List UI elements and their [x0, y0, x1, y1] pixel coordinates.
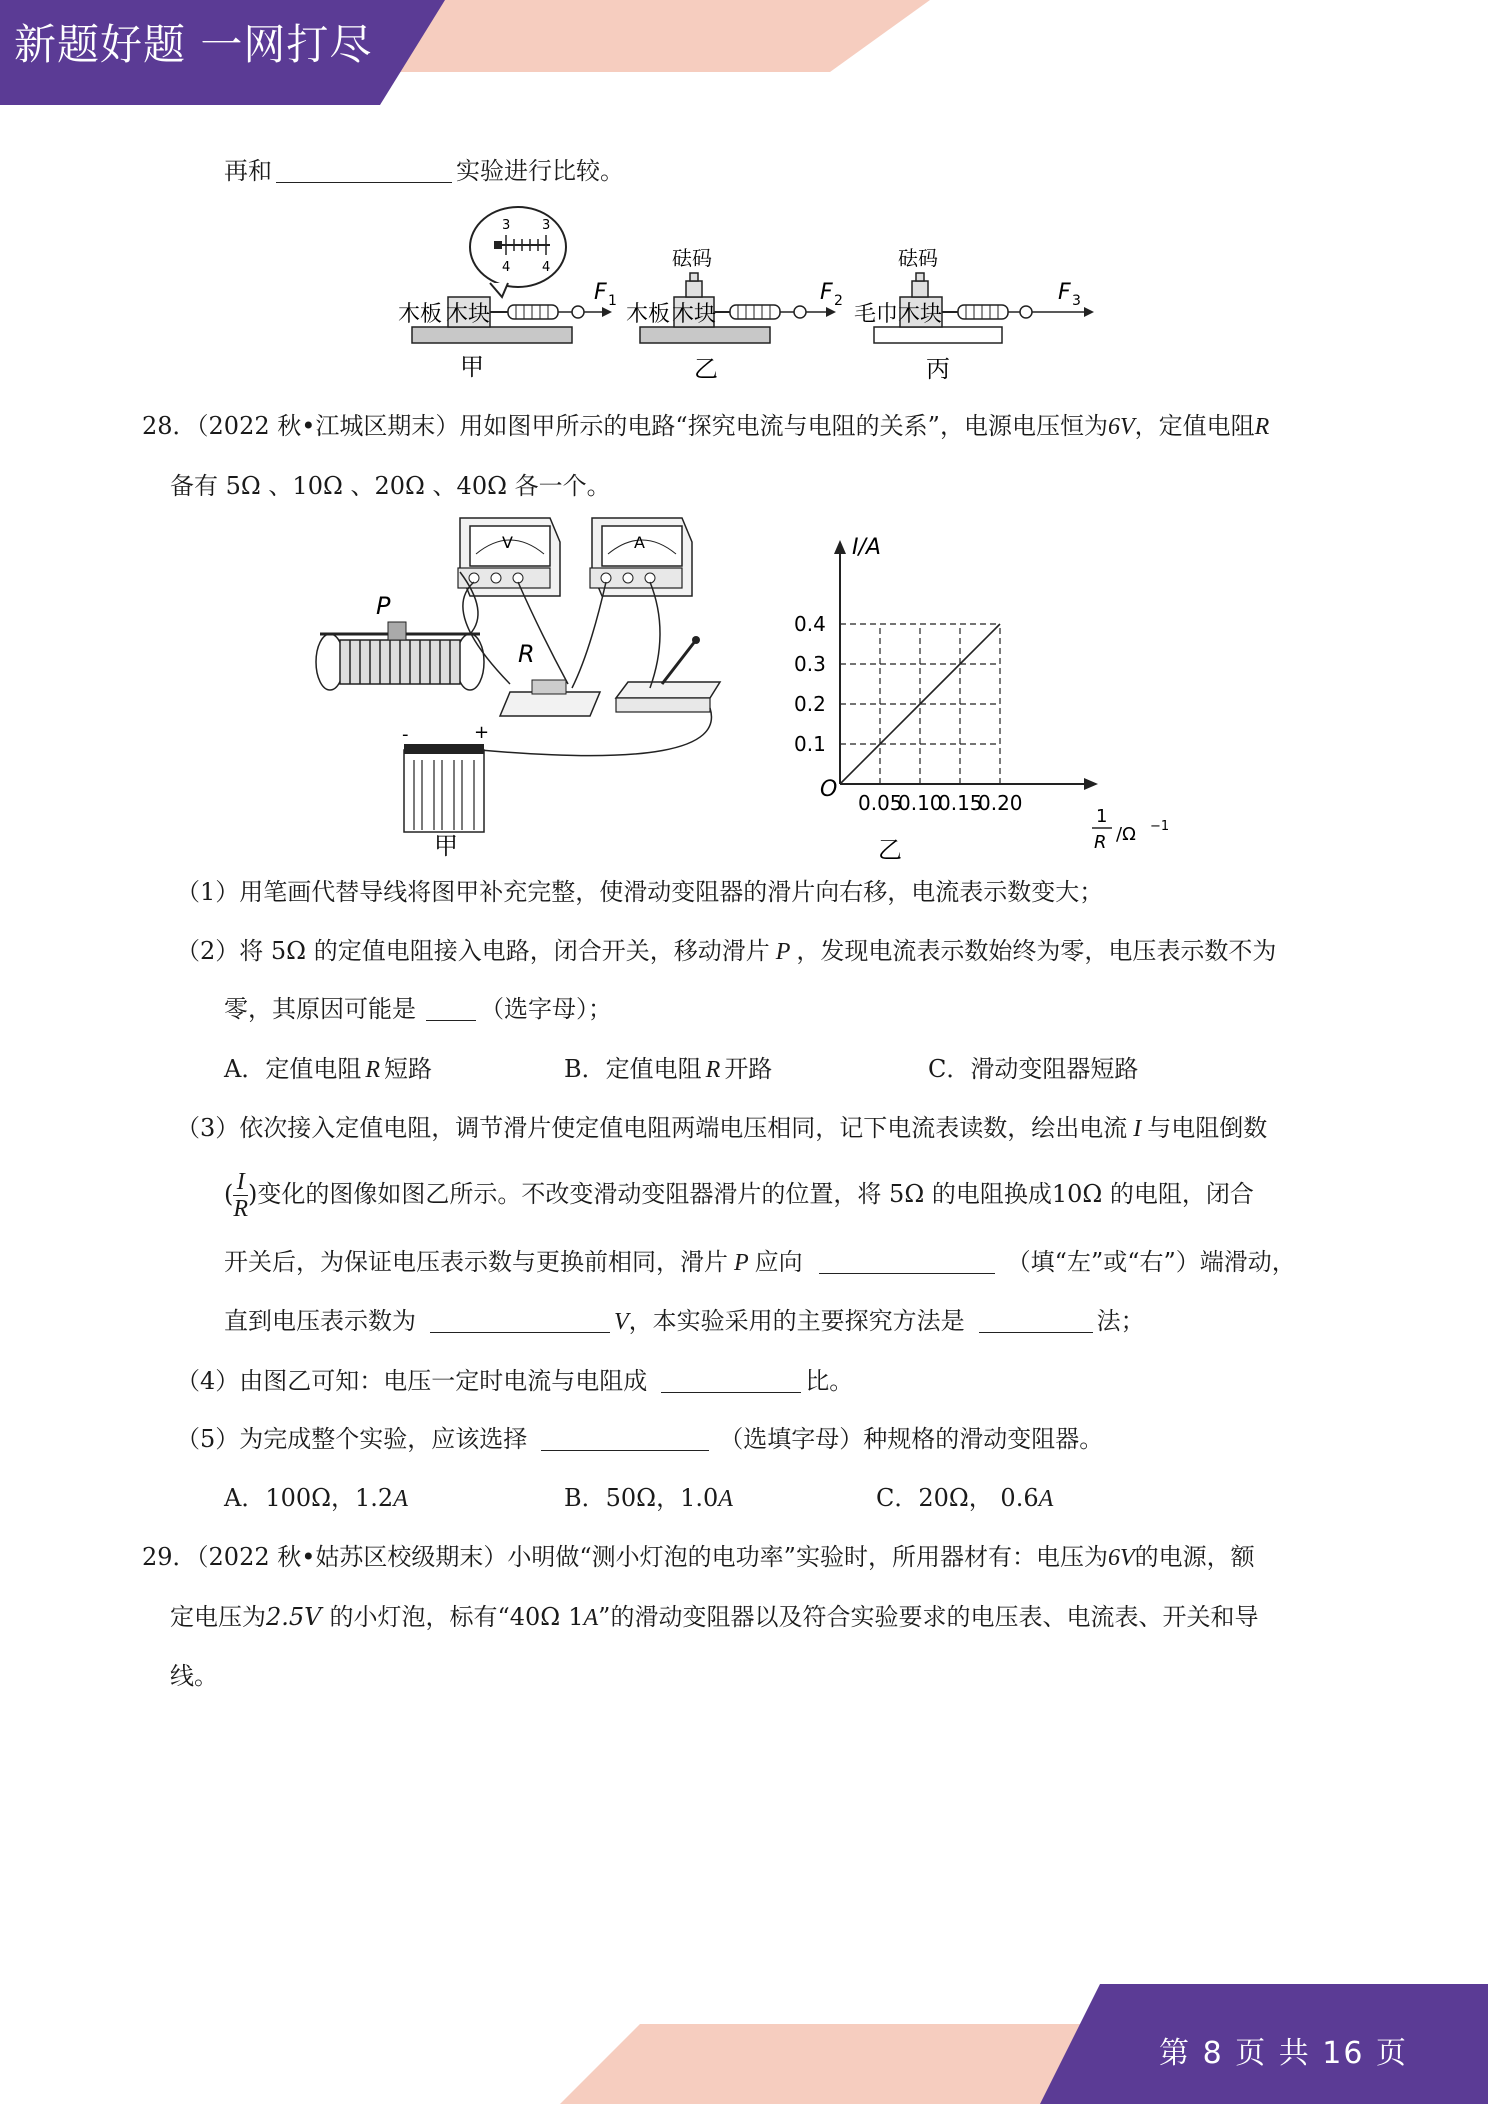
- q27-tail: 再和 实验进行比较。: [224, 157, 624, 185]
- x-tick-label: 0.05: [858, 791, 903, 815]
- q29-line3: 线。: [170, 1662, 218, 1690]
- svg-text:V: V: [502, 533, 513, 552]
- y-axis-arrow: [834, 540, 846, 554]
- q28-part5-option-c: C．20Ω， 0.6A: [876, 1484, 1054, 1512]
- q28-part2-option-c: C．滑动变阻器短路: [928, 1055, 1139, 1083]
- resistor-r: [500, 640, 600, 716]
- svg-text:3: 3: [1072, 293, 1081, 309]
- chart-origin: O: [820, 777, 838, 802]
- svg-text:木板: 木板: [398, 302, 443, 327]
- answer-blank[interactable]: [430, 1306, 610, 1333]
- svg-text:A: A: [634, 533, 645, 552]
- y-tick-label: 0.1: [794, 732, 826, 756]
- scale-num-top2: 3: [542, 218, 551, 233]
- svg-text:1: 1: [608, 293, 617, 309]
- banner-title: 新题好题 一网打尽: [14, 20, 373, 69]
- x-tick-label: 0.15: [938, 791, 983, 815]
- q28-part5-option-a: A．100Ω，1.2A: [224, 1484, 408, 1512]
- q28-line1: 28．（2022 秋•江城区期末）用如图甲所示的电路“探究电流与电阻的关系”，电源电压恒为6V，定值电阻R: [142, 412, 1270, 440]
- fraction-i-over-r: $\frac{I}{R}$: [233, 1169, 249, 1222]
- y-tick-label: 0.4: [794, 612, 826, 636]
- svg-text:木块: 木块: [446, 302, 491, 327]
- iv-chart: [790, 528, 1190, 868]
- svg-text:毛巾: 毛巾: [854, 302, 899, 327]
- scale-num-bottom1: 4: [502, 260, 511, 275]
- circuit-figure: [310, 512, 740, 862]
- q28-part3-line1: （3）依次接入定值电阻，调节滑片使定值电阻两端电压相同，记下电流表读数，绘出电流 I 与电阻倒数: [176, 1114, 1268, 1142]
- x-tick-label: 0.20: [978, 791, 1023, 815]
- q28-line2: 备有 5Ω 、10Ω 、20Ω 、40Ω 各一个。: [170, 472, 611, 500]
- switch: [616, 636, 720, 712]
- chart-xlabel-den: R: [1094, 832, 1107, 853]
- page-number: 第 8 页 共 16 页: [1159, 2036, 1408, 2071]
- svg-text:R: R: [518, 640, 535, 668]
- q28-part2-line1: （2）将 5Ω 的定值电阻接入电路，闭合开关，移动滑片 P ，发现电流表示数始终为零，电压表示数不为: [176, 937, 1277, 965]
- towel-board: [874, 327, 1002, 343]
- q28-part1: （1）用笔画代替导线将图甲补充完整，使滑动变阻器的滑片向右移，电流表示数变大；: [176, 878, 1104, 906]
- answer-blank[interactable]: [541, 1424, 709, 1451]
- y-tick-label: 0.3: [794, 652, 826, 676]
- q28-part5-option-b: B．50Ω，1.0A: [564, 1484, 733, 1512]
- chart-caption: 乙: [878, 836, 902, 864]
- svg-text:+: +: [474, 722, 490, 743]
- chart-xlabel-exp: −1: [1150, 819, 1170, 834]
- svg-text:砝码: 砝码: [672, 246, 712, 270]
- voltmeter: [458, 518, 560, 596]
- q28-part3-line3: 开关后，为保证电压表示数与更换前相同，滑片 P 应向 （填“左”或“右”）端滑动，: [224, 1248, 1296, 1276]
- q28-part5: （5）为完成整个实验，应该选择 （选填字母）种规格的滑动变阻器。: [176, 1425, 1104, 1453]
- svg-text:2: 2: [834, 293, 843, 309]
- q28-part4: （4）由图乙可知：电压一定时电流与电阻成 比。: [176, 1367, 854, 1395]
- board-1: [412, 327, 572, 343]
- svg-text:木板: 木板: [626, 302, 671, 327]
- answer-blank[interactable]: [276, 156, 452, 183]
- scale-num-bottom2: 4: [542, 260, 551, 275]
- q28-part2-line2: 零，其原因可能是 （选字母）；: [224, 995, 612, 1023]
- chart-xlabel-unit: /Ω: [1116, 824, 1136, 845]
- board-2: [640, 327, 770, 343]
- x-tick-label: 0.10: [898, 791, 943, 815]
- svg-text:P: P: [376, 592, 391, 620]
- svg-text:砝码: 砝码: [898, 246, 938, 270]
- y-tick-label: 0.2: [794, 692, 826, 716]
- svg-text:丙: 丙: [926, 355, 950, 383]
- q28-part2-option-a: A．定值电阻 R 短路: [224, 1055, 433, 1083]
- friction-figure: [390, 205, 1110, 390]
- q28-part2-option-b: B．定值电阻 R 开路: [564, 1055, 773, 1083]
- answer-blank[interactable]: [426, 994, 476, 1021]
- q29-line1: 29．（2022 秋•姑苏区校级期末）小明做“测小灯泡的电功率”实验时，所用器材有：电压为6V的电源，额: [142, 1543, 1255, 1571]
- answer-blank[interactable]: [979, 1306, 1093, 1333]
- svg-text:F: F: [820, 280, 833, 305]
- svg-text:-: -: [402, 724, 409, 745]
- svg-text:F: F: [594, 280, 607, 305]
- chart-ylabel: I/A: [852, 535, 881, 560]
- svg-text:甲: 甲: [460, 353, 484, 381]
- scale-num-top1: 3: [502, 218, 511, 233]
- answer-blank[interactable]: [661, 1366, 801, 1393]
- svg-text:木块: 木块: [898, 302, 943, 327]
- svg-text:乙: 乙: [694, 355, 718, 383]
- answer-blank[interactable]: [819, 1247, 995, 1274]
- rheostat: [316, 592, 484, 690]
- x-axis-arrow: [1084, 778, 1098, 790]
- q28-part3-line2: ( $\frac{I}{R}$ )变化的图像如图乙所示。不改变滑动变阻器滑片的位置，将 5Ω 的电阻换成10Ω 的电阻，闭合: [224, 1169, 1254, 1222]
- q28-part3-line4: 直到电压表示数为 V，本实验采用的主要探究方法是 法；: [224, 1307, 1145, 1335]
- svg-text:甲: 甲: [434, 832, 458, 860]
- svg-text:F: F: [1058, 280, 1071, 305]
- battery: [402, 722, 489, 860]
- svg-text:木块: 木块: [672, 302, 717, 327]
- chart-xlabel-num: 1: [1096, 806, 1108, 827]
- q29-line2: 定电压为2.5V 的小灯泡，标有“40Ω 1A”的滑动变阻器以及符合实验要求的电压表、电流表、开关和导: [170, 1603, 1259, 1631]
